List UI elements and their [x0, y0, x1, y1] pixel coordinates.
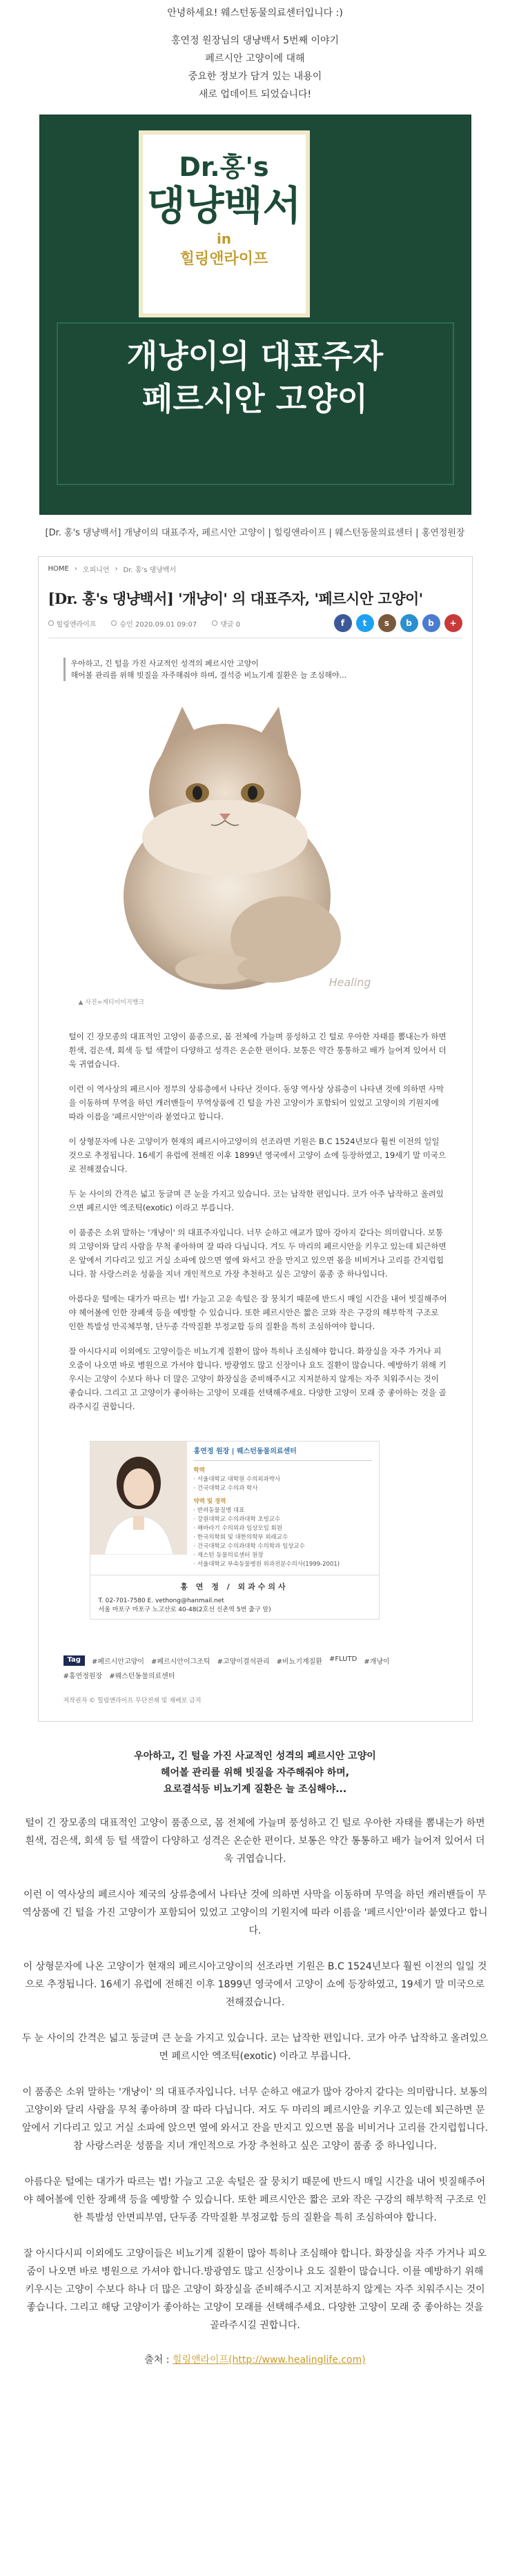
tag-item[interactable]: #비뇨기계질환 — [276, 1658, 322, 1666]
body-paragraph: 아름다운 털에는 대가가 따르는 법! 가늘고 고운 속털은 잘 뭉치기 때문에 반드시 매일 시간을 내어 빗질해주어야 헤어볼에 인한 장폐색 등을 예방할 수 있습니다. 또한 페르시안은 짧은 코와 작은 구강의 해부학적 구조로 인한 특발성 만곡체부형, 단두종 각막질환 부정교합 등의 질환을 특히 조심하여야 합니다. — [68, 1294, 447, 1331]
band-icon[interactable]: b — [400, 614, 418, 632]
blog-icon[interactable]: b — [422, 614, 440, 632]
cat-illustration — [79, 689, 375, 993]
author-photo — [90, 1442, 187, 1555]
post-paragraph: 잘 아시다시피 이외에도 고양이들은 비뇨기계 질환이 많아 특히나 조심해야 합니다. 화장실을 자주 가거나 피오줌이 나오면 바로 병원으로 가셔야 합니다.방광염도 많고 신장이나 요도 질환이 많습니다. 이를 예방하기 위해 키우시는 고양이 수보다 하나 더 많은 고양이 화장실을 준비해주시고 지저분하지 않게는 자주 치워주시는 것이 좋습니다. 그리고 해당 고양이가 좋아하는 고양이 모래를 선택해주세요. 다양한 고양이 모래 중 좋아하는 것을 골라주시길 권합니다. — [23, 2248, 487, 2331]
source-line — [0, 2352, 510, 2366]
poster-series: 댕냥백서 — [146, 182, 302, 229]
breadcrumb-item[interactable]: Dr. 홍's 댕냥백서 — [123, 567, 177, 574]
tag-item[interactable]: #웨스턴동물의료센터 — [109, 1673, 175, 1680]
photo-caption: ▲ 사진=게티이미지뱅크 — [78, 999, 145, 1006]
tag-item[interactable]: #개냥이 — [364, 1658, 390, 1666]
photo-lede-line: 해어볼 관리를 위해 빗질을 자주해줘야 하며, 결석증 비뇨기계 질환은 늘 조심해야... — [70, 671, 347, 680]
post-paragraph: 아름다운 털에는 대가가 따르는 법! 가늘고 고운 속털은 잘 뭉치기 때문에 반드시 매일 시간을 내어 빗질해주어야 헤어볼에 인한 장폐색 등을 예방할 수 있습니다. 또한 페르시안은 짧은 코와 작은 구강의 해부학적 구조로 인한 특발성 안면피부염, 단두종 각막질환 부정교합 등의 질환을 특히 조심하여야 합니다. — [23, 2176, 487, 2223]
breadcrumb-sep: › — [74, 565, 77, 573]
twitter-icon[interactable]: t — [356, 614, 374, 632]
author-info — [187, 1442, 379, 1575]
article-screenshot — [38, 556, 473, 1722]
body-paragraph: 두 눈 사이의 간격은 넓고 둥글며 큰 눈을 가지고 있습니다. 코는 납작한 편입니다. 코가 아주 납작하고 올려있으면 페르시안 엑조틱(exotic) 이라고 부릅니다. — [68, 1189, 444, 1212]
facebook-icon[interactable]: f — [334, 614, 352, 632]
tag-item[interactable]: #홍연정원장 — [63, 1673, 103, 1680]
greeting: 안녕하세요! 웨스턴동물의료센터입니다 :) — [167, 8, 343, 19]
share-buttons — [334, 614, 462, 632]
breadcrumb-home[interactable]: HOME — [48, 565, 69, 573]
author-address: 서울 마포구 마포구 노고산로 40-48(2호선 신촌역 5번 출구 앞) — [98, 1606, 271, 1613]
post-body — [21, 1814, 489, 2334]
breadcrumb-item[interactable]: 오피니언 — [82, 567, 110, 574]
comment-count[interactable]: 댓글 0 — [212, 618, 240, 629]
body-paragraph: 털이 긴 장모종의 대표적인 고양이 품종으로, 몸 전체에 가늘며 풍성하고 긴 털로 우아한 자태를 뽐내는가 하면 흰색, 검은색, 회색 등 털 색깔이 다양하고 성격은 온순한 편이다. 보통은 약간 통통하고 배가 늘어져 있어서 더욱 귀엽습니다. — [68, 1032, 447, 1069]
summary-line: 헤어볼 관리를 위해 빗질을 자주해줘야 하며, — [160, 1767, 350, 1778]
summary — [0, 1748, 510, 1798]
post-paragraph: 이 상형문자에 나온 고양이가 현재의 페르시아고양이의 선조라면 기원은 B.C 1524년보다 훨씬 이전의 일일 것으로 추정됩니다. 16세기 유럽에 전해진 이후 1899년 영국에서 고양이 쇼에 등장하였고, 19세기 말 미국으로 전해졌습니다. — [23, 1961, 487, 2008]
body-paragraph: 이 상형문자에 나온 고양이가 현재의 페르시아고양이의 선조라면 기원은 B.C 1524년보다 훨씬 이전의 일일 것으로 추정됩니다. 16세기 유럽에 전해진 이후 1899년 영국에서 고양이 쇼에 등장하였고, 19세기 말 미국으로 전해졌습니다. — [68, 1137, 447, 1174]
photo-watermark: Healing — [328, 976, 371, 989]
post-paragraph: 이 품종은 소위 말하는 '개냥이' 의 대표주자입니다. 너무 순하고 애교가 많아 강아지 같다는 의미랍니다. 보통의 고양이와 달리 사람을 무척 좋아하며 잘 따라 다닙니다. 저도 두 마리의 페르시안을 키우고 있는데 퇴근하면 문 앞에서 기다리고 있고 거실 소파에 앉으면 옆에 와서고 잔을 만지고 있으면 몸을 비비거나 고리를 간지럽힙니다. 참 사랑스러운 성품을 지녀 개인적으로 가장 추천하고 싶은 고양이 품종 중 하나입니다. — [21, 2087, 489, 2152]
body-paragraph: 이런 이 역사상의 페르시아 정부의 상류층에서 나타난 것이다. 동양 역사상 상류층이 나타낸 것에 의하면 사막을 이동하며 무역을 하던 캐러밴들이 무역상품에 긴 털을 가진 고양이가 포함되어 있었고 고양이의 기원지에 따라 이름을 '페르시안'이라 붙였다고 합니다. — [68, 1084, 444, 1121]
tag-item[interactable]: #FLUTD — [328, 1655, 357, 1663]
comment-icon — [212, 620, 217, 626]
summary-line: 요로결석등 비뇨기계 질환은 늘 조심해야... — [163, 1784, 347, 1795]
copyright-notice: 저작권자 © 힐링앤라이프 무단전재 및 재배포 금지 — [63, 1698, 202, 1704]
author-card — [90, 1441, 380, 1575]
poster-publisher: 힐링앤라이프 — [179, 250, 268, 268]
career-title: 약력 및 경력 — [193, 1498, 226, 1505]
tag-list — [63, 1655, 422, 1680]
intro-line: 홍연정 원장님의 댕냥백서 5번째 이야기 — [170, 35, 340, 46]
reporter: 힐링앤라이프 — [48, 618, 97, 629]
poster-title-line: 페르시안 고양이 — [141, 380, 369, 417]
author-contact — [90, 1575, 380, 1620]
user-icon — [48, 620, 54, 626]
more-icon[interactable]: + — [444, 614, 462, 632]
source-link[interactable]: 힐링앤라이프(http://www.healinglife.com) — [172, 2354, 366, 2366]
persian-cat-photo — [79, 689, 375, 993]
career-list: · 반려동물질병 대표 · 강원대학교 수의과대학 초빙교수 · 해바라기 수의외과 임상모임 회원 · 한국의학회 및 대한의학부 외래교수 · 건국대학교 수의과대학 수의학과 임상교수 · 재스턴 동물의료센터 원장 · 서울대학교 부속동물병원 위과전문수의사(1999-2001) — [193, 1507, 340, 1568]
poster-title — [40, 335, 471, 420]
body-paragraph: 이 품종은 소위 말하는 '개냥이' 의 대표주자입니다. 너무 순하고 애교가 많아 강아지 같다는 의미랍니다. 보통의 고양이와 달리 사람을 무척 좋아하며 잘 따라 다닙니다. 겨도 두 마리의 페르시안을 키우고 있는데 퇴근하면 온 앞에서 기다리고 있고 거실 소파에 앉으면 옆에 와서고 잔을 만지고 있으면 몸을 비비거나 고리를 간지럽힙니다. 참 사랑스러운 성품을 지녀 개인적으로 가장 추천하고 싶은 고양이 품종 중 하나입니다. — [68, 1228, 447, 1279]
photo-block — [63, 658, 422, 1006]
intro-line: 중요한 정보가 담겨 있는 내용이 — [188, 71, 322, 82]
author-heading: 홍연정 원장 | 웨스턴동물의료센터 — [194, 1447, 372, 1461]
article-meta — [48, 614, 462, 638]
post-paragraph: 이런 이 역사상의 페르시아 제국의 상류층에서 나타난 것에 의하면 사막을 이동하며 무역을 하던 캐러밴들이 무역상품에 긴 털을 가진 고양이가 포함되어 있었고 고양이의 기원지에 따라 이름을 '페르시안'이라 붙였다고 합니다. — [22, 1889, 488, 1936]
poster-brand: Dr.홍's — [179, 152, 269, 182]
poster-image — [39, 115, 471, 515]
intro-line: 페르시안 고양이에 대해 — [205, 53, 305, 64]
education-title: 학력 — [193, 1467, 205, 1474]
author-name: 홍 연 정 / 외과수의사 — [180, 1582, 288, 1591]
poster-caption: [Dr. 홍's 댕냥백서] 개냥이의 대표주자, 페르시안 고양이 | 힐링앤라이프 | 웨스턴동물의료센터 | 홍연정원장 — [45, 528, 465, 538]
tag-item[interactable]: #페르시안이그조틱 — [150, 1658, 210, 1666]
post-paragraph: 두 눈 사이의 간격은 넓고 둥글며 큰 눈을 가지고 있습니다. 코는 납작한 편입니다. 코가 아주 납작하고 올려있으면 페르시안 엑조틱(exotic) 이라고 부릅니다. — [21, 2033, 489, 2062]
tag-label: Tag — [63, 1655, 85, 1666]
poster-in: in — [216, 230, 232, 247]
tag-item[interactable]: #고양이결석관리 — [217, 1658, 270, 1666]
author-phone-email: T. 02-701-7580 E. vethong@hanmail.net — [98, 1597, 224, 1604]
photo-lede — [63, 658, 422, 681]
article-body — [69, 1030, 449, 1413]
intro-line: 새로 업데이트 되었습니다! — [198, 89, 312, 100]
article-title: [Dr. 홍's 댕냥백서] '개냥이' 의 대표주자, '페르시안 고양이' — [48, 590, 423, 607]
publish-date: 승인 2020.09.01 09:07 — [111, 618, 197, 629]
education-list: · 서울대학교 대학원 수의외과박사 · 건국대학교 수의과 학사 — [193, 1476, 281, 1492]
body-paragraph: 잘 아시다시피 이외에도 고양이들은 비뇨기계 질환이 많아 특히나 조심해야 합니다. 화장실을 자주 가거나 피오줌이 나오면 바로 병원으로 가셔야 합니다. 방광염도 많고 신장이나 요도 질환이 많습니다. 예방하기 위해 키우시는 고양이 수보다 하나 더 많은 고양이 화장실을 준비해주시고 지저분하지 않게는 자주 치워주시는 것이 좋습니다. 그리고 고 고양이가 좋아하는 고양이 모래를 선택해주세요. 다양한 고양이 모래 중 좋아하는 것을 골라주시길 권합니다. — [68, 1346, 447, 1411]
clock-icon — [111, 620, 117, 626]
source-label: 출처 : — [144, 2354, 173, 2366]
summary-line: 우아하고, 긴 털을 가진 사교적인 성격의 페르시안 고양이 — [134, 1751, 376, 1762]
poster-title-line: 개냥이의 대표주자 — [126, 337, 384, 375]
post-paragraph: 털이 긴 장모종의 대표적인 고양이 품종으로, 몸 전체에 가늘며 풍성하고 긴 털로 우아한 자태를 뽐내는가 하면 흰색, 검은색, 회색 등 털 색깔이 다양하고 성격은 온순한 편이다. 보통은 약간 통통하고 배가 늘어져 있어서 더욱 귀엽습니다. — [25, 1818, 485, 1865]
tag-item[interactable]: #페르시안고양이 — [91, 1658, 144, 1666]
breadcrumb — [48, 564, 462, 574]
breadcrumb-sep: › — [115, 565, 118, 573]
intro-text — [0, 0, 510, 104]
author-portrait — [90, 1442, 187, 1555]
photo-lede-line: 우아하고, 긴 털을 가진 사교적인 성격의 페르시안 고양이 — [70, 659, 259, 668]
poster-logo-card — [139, 130, 310, 317]
kakaostory-icon[interactable]: s — [378, 614, 396, 632]
